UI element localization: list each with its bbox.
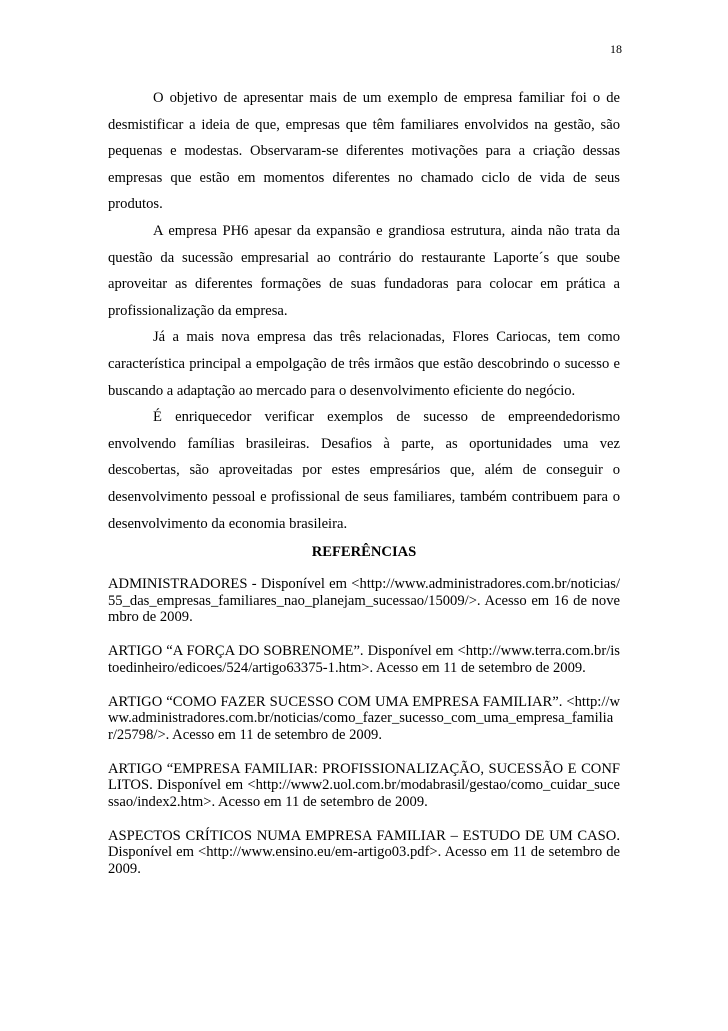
reference-item: ADMINISTRADORES - Disponível em <http://www.administradores.com.br/noticias/55_das_empresas_familiares_nao_planejam_sucessao/15009/>. Acesso em 16 de novembro de 2009. — [108, 576, 620, 626]
reference-item: ASPECTOS CRÍTICOS NUMA EMPRESA FAMILIAR – ESTUDO DE UM CASO. Disponível em <http://www.ensino.eu/em-artigo03.pdf>. Acesso em 11 de setembro de 2009. — [108, 827, 620, 878]
body-paragraph: É enriquecedor verificar exemplos de sucesso de empreendedorismo envolvendo famílias brasileiras. Desafios à parte, as oportunidades uma vez descobertas, são aproveitadas por estes empresários que, além de conseguir o desenvolvimento pessoal e profissional de seus familiares, também contribuem para o desenvolvimento da economia brasileira. — [108, 409, 620, 532]
reference-item: ARTIGO “A FORÇA DO SOBRENOME”. Disponível em <http://www.terra.com.br/istoedinheiro/edicoes/524/artigo63375-1.htm>. Acesso em 11 de setembro de 2009. — [108, 643, 620, 676]
body-paragraph: O objetivo de apresentar mais de um exemplo de empresa familiar foi o de desmistificar a ideia de que, empresas que têm familiares envolvidos na gestão, são pequenas e modestas. Observaram-se diferentes motivações para a criação dessas empresas que estão em momentos diferentes no chamado ciclo de vida de seus produtos. — [108, 90, 620, 213]
reference-item: ARTIGO “COMO FAZER SUCESSO COM UMA EMPRESA FAMILIAR”. <http://www.administradores.com.br/noticias/como_fazer_sucesso_com_uma_empresa_familiar/25798/>. Acesso em 11 de setembro de 2009. — [108, 693, 620, 743]
body-text — [108, 85, 620, 537]
body-paragraph: A empresa PH6 apesar da expansão e grandiosa estrutura, ainda não trata da questão da sucessão empresarial ao contrário do restaurante Laporte´s que soube aproveitar as diferentes formações de suas fundadoras para colocar em prática a profissionalização da empresa. — [108, 222, 620, 319]
body-paragraph: Já a mais nova empresa das três relacionadas, Flores Cariocas, tem como característica principal a empolgação de três irmãos que estão descobrindo o sucesso e buscando a adaptação ao mercado para o desenvolvimento eficiente do negócio. — [108, 329, 620, 399]
references-heading: REFERÊNCIAS — [311, 544, 417, 560]
page-number: 18 — [610, 42, 622, 56]
reference-item: ARTIGO “EMPRESA FAMILIAR: PROFISSIONALIZAÇÃO, SUCESSÃO E CONFLITOS. Disponível em <http://www2.uol.com.br/modabrasil/gestao/como_cuidar_sucessao/index2.htm>. Acesso em 11 de setembro de 2009. — [108, 760, 620, 811]
references-list — [108, 576, 620, 895]
